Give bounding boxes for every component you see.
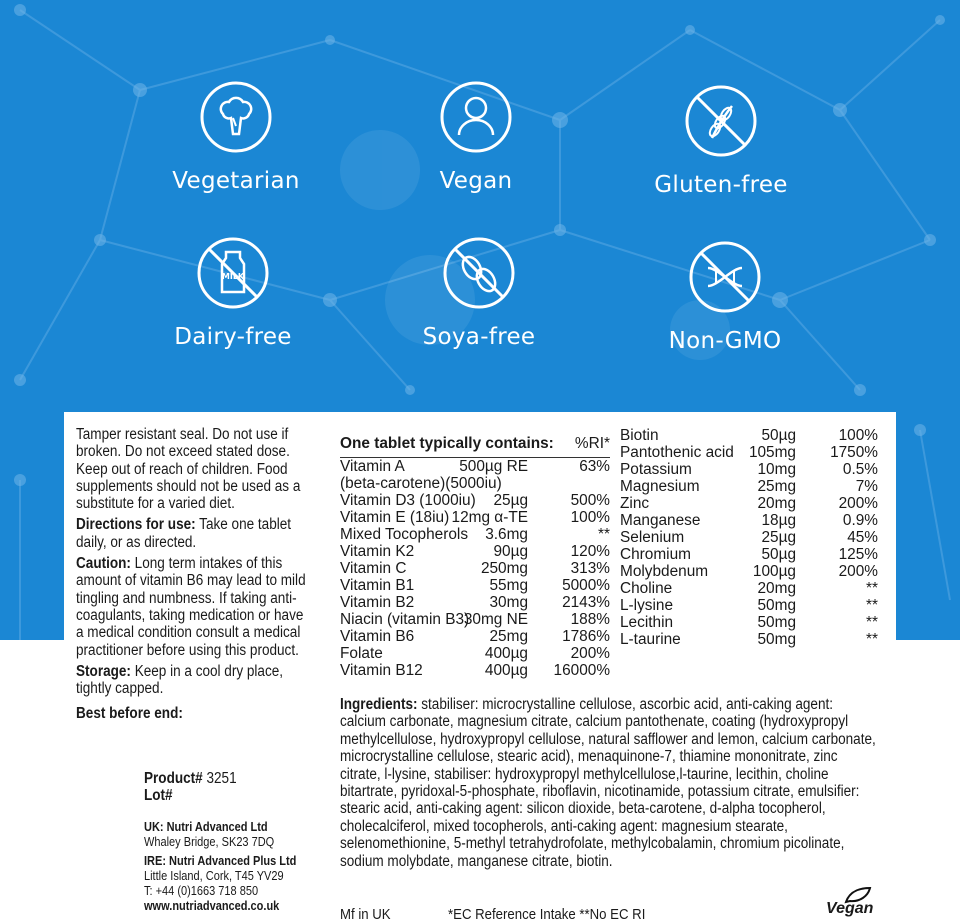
address-block <box>144 820 296 914</box>
label-panel <box>64 412 896 924</box>
lot-label: Lot# <box>144 787 173 805</box>
nutrient-amount: 50µg <box>761 427 796 444</box>
made-in: Mf in UK <box>340 906 391 923</box>
nutrient-ri: 45% <box>847 529 878 546</box>
nutrient-ri: 5000% <box>562 577 610 594</box>
ri-header: %RI* <box>574 435 610 452</box>
ri-footnote: *EC Reference Intake **No EC RI <box>448 906 646 923</box>
badge-vegan <box>376 80 576 194</box>
badge-gluten-free <box>621 84 821 198</box>
best-before-label: Best before end: <box>76 705 183 723</box>
nutrient-row <box>620 427 878 444</box>
nutrient-ri: 188% <box>570 611 610 628</box>
nutrient-row <box>620 529 878 546</box>
nutrient-name: (beta-carotene)(5000iu) <box>340 475 502 492</box>
nutrient-name: Vitamin C <box>340 560 407 577</box>
nutrient-row <box>340 645 610 662</box>
website: www.nutriadvanced.co.uk <box>144 899 280 913</box>
nutrient-ri: 100% <box>570 509 610 526</box>
nutrient-amount: 25mg <box>489 628 528 645</box>
nutrient-row <box>340 594 610 611</box>
ire-address: Little Island, Cork, T45 YV29 <box>144 869 284 883</box>
vegan-mark-text: Vegan <box>826 900 874 917</box>
vegan-mark <box>824 886 888 922</box>
nutrient-ri: 7% <box>855 478 878 495</box>
nutrient-row <box>620 461 878 478</box>
nutrient-name: Manganese <box>620 512 701 529</box>
nutrient-amount: 250mg <box>480 560 528 577</box>
nutrient-row <box>620 563 878 580</box>
nutrient-amount: 100µg <box>752 563 796 580</box>
ire-company: IRE: Nutri Advanced Plus Ltd <box>144 854 297 868</box>
nutrient-ri: 313% <box>570 560 610 577</box>
nutrient-row <box>620 597 878 614</box>
nutrient-name: Vitamin D3 (1000iu) <box>340 492 476 509</box>
broccoli-icon <box>199 80 273 154</box>
badge-label: Dairy-free <box>174 324 292 350</box>
badge-label: Gluten-free <box>654 172 788 198</box>
nutrient-amount: 10mg <box>757 461 796 478</box>
nutrient-ri: 200% <box>838 563 878 580</box>
nutrient-amount: 400µg <box>484 662 528 679</box>
badge-soya-free <box>379 236 579 350</box>
badge-label: Non-GMO <box>668 328 782 354</box>
nutrient-name: Chromium <box>620 546 691 563</box>
badge-dairy-free <box>133 236 333 350</box>
nutrient-ri: 2143% <box>562 594 610 611</box>
nutrient-amount: 18µg <box>761 512 796 529</box>
nutrient-row <box>340 611 610 628</box>
nutrient-row <box>620 614 878 631</box>
nutrient-name: Vitamin B12 <box>340 662 423 679</box>
nutrient-name: Folate <box>340 645 383 662</box>
nutrient-name: Pantothenic acid <box>620 444 734 461</box>
product-number: 3251 <box>206 770 237 787</box>
uk-company: UK: Nutri Advanced Ltd <box>144 820 268 834</box>
nutrient-row <box>340 628 610 645</box>
nutrient-amount: 50mg <box>757 631 796 648</box>
nutrient-row <box>620 631 878 648</box>
nutrient-name: Vitamin B2 <box>340 594 415 611</box>
warning-text: Tamper resistant seal. Do not use if broken. Do not exceed stated dose. Keep out of reach of children. Food supplements should not be used as a substitute for a varied diet. <box>76 426 301 513</box>
caution-label: Caution: <box>76 555 131 573</box>
nutrient-name: Vitamin E (18iu) <box>340 509 450 526</box>
nutrient-row <box>340 526 610 543</box>
nutrient-ri: 16000% <box>553 662 610 679</box>
uk-address: Whaley Bridge, SK23 7DQ <box>144 835 275 849</box>
nutrient-amount: 400µg <box>484 645 528 662</box>
nutrient-amount: 50mg <box>757 614 796 631</box>
nutrient-amount: 30mg NE <box>463 611 528 628</box>
nutrient-ri: 125% <box>838 546 878 563</box>
nutrient-row <box>620 444 878 461</box>
nutrient-ri: 100% <box>838 427 878 444</box>
nutrient-amount: 50mg <box>757 597 796 614</box>
nutrient-amount: 20mg <box>757 495 796 512</box>
badge-label: Vegetarian <box>172 168 300 194</box>
no-dna-icon <box>688 240 762 314</box>
nutrient-amount: 50µg <box>761 546 796 563</box>
nutrient-ri: ** <box>866 597 878 614</box>
directions-section <box>76 516 310 551</box>
nutrient-row <box>340 543 610 560</box>
nutrient-ri: 200% <box>838 495 878 512</box>
directions-label: Directions for use: <box>76 516 196 534</box>
nutrient-row <box>620 495 878 512</box>
nutrient-amount: 25mg <box>757 478 796 495</box>
nutrient-rows-left <box>340 457 610 679</box>
left-column <box>76 426 310 727</box>
nutrient-name: Potassium <box>620 461 692 478</box>
nutrient-ri: ** <box>866 614 878 631</box>
nutrient-row <box>620 546 878 563</box>
nutrient-ri: 63% <box>579 458 610 475</box>
nutrient-amount: 25µg <box>493 492 528 509</box>
nutrient-ri: ** <box>866 580 878 597</box>
nutrient-ri: ** <box>598 526 610 543</box>
nutrient-name: L-taurine <box>620 631 681 648</box>
nutrient-row <box>620 512 878 529</box>
nutrient-name: Vitamin K2 <box>340 543 415 560</box>
nutrient-row <box>620 478 878 495</box>
storage-section <box>76 663 310 698</box>
no-milk-icon <box>196 236 270 310</box>
nutrient-ri: 0.5% <box>842 461 878 478</box>
storage-text: Keep in a cool dry place, tightly capped. <box>76 662 284 698</box>
nutrient-amount: 55mg <box>489 577 528 594</box>
nutrient-ri: 1786% <box>562 628 610 645</box>
nutrient-row <box>340 475 610 492</box>
caution-section <box>76 555 310 659</box>
nutrient-amount: 20mg <box>757 580 796 597</box>
nutrient-row <box>340 509 610 526</box>
nutrient-ri: ** <box>866 631 878 648</box>
nutrient-name: Vitamin B1 <box>340 577 415 594</box>
svg-text:MILK: MILK <box>221 272 245 281</box>
no-soya-icon <box>442 236 516 310</box>
product-block <box>144 770 237 805</box>
person-icon <box>439 80 513 154</box>
nutrient-name: Zinc <box>620 495 650 512</box>
ingredients-label: Ingredients: <box>340 696 418 713</box>
nutrient-row <box>340 492 610 509</box>
nutrient-amount: 3.6mg <box>485 526 528 543</box>
nutrient-amount: 105mg <box>748 444 796 461</box>
nutrient-name: Niacin (vitamin B3) <box>340 611 470 628</box>
nutrient-name: L-lysine <box>620 597 674 614</box>
badge-label: Soya-free <box>422 324 536 350</box>
nutrient-amount: 30mg <box>489 594 528 611</box>
badge-non-gmo <box>625 240 825 354</box>
nutrient-rows-right <box>620 427 878 648</box>
nutrient-name: Mixed Tocopherols <box>340 526 469 543</box>
nutrient-name: Choline <box>620 580 673 597</box>
nutrient-amount: 12mg α-TE <box>451 509 528 526</box>
nutrient-ri: 0.9% <box>842 512 878 529</box>
nutrient-row <box>340 560 610 577</box>
nutrient-ri: 120% <box>570 543 610 560</box>
directions-text: Take one tablet daily, or as directed. <box>76 516 292 551</box>
phone-number: T: +44 (0)1663 718 850 <box>144 884 259 898</box>
no-wheat-icon <box>684 84 758 158</box>
nutrient-row <box>340 577 610 594</box>
storage-label: Storage: <box>76 662 131 680</box>
nutrient-name: Vitamin A <box>340 458 405 475</box>
nutrient-amount: 90µg <box>493 543 528 560</box>
caution-text: Long term intakes of this amount of vitamin B6 may lead to mild tingling and numbness. If taking anti-coagulants, taking medication or have a medical condition consult a medical practitioner before using this product. <box>76 555 306 659</box>
table-header <box>340 435 610 457</box>
badge-vegetarian <box>136 80 336 194</box>
nutrient-name: Magnesium <box>620 478 700 495</box>
ingredients <box>340 696 877 870</box>
nutrient-name: Lecithin <box>620 614 674 631</box>
nutrient-amount: 25µg <box>761 529 796 546</box>
product-label: Product# <box>144 770 203 787</box>
nutrient-ri: 200% <box>570 645 610 662</box>
badge-label: Vegan <box>439 168 513 194</box>
nutrient-row <box>620 580 878 597</box>
table-header-label: One tablet typically contains: <box>340 435 554 452</box>
nutrient-row <box>340 662 610 679</box>
nutrient-name: Molybdenum <box>620 563 709 580</box>
nutrient-amount: 500µg RE <box>459 458 528 475</box>
nutrient-ri: 500% <box>570 492 610 509</box>
nutrient-name: Vitamin B6 <box>340 628 415 645</box>
nutrient-row <box>340 458 610 475</box>
nutrition-table-left <box>340 435 610 679</box>
ingredients-text: stabiliser: microcrystalline cellulose, ascorbic acid, anti-caking agent: calcium carbonate, magnesium citrate, calcium pantothenate, coating (hydroxypropyl methylcellulose, hydroxypropyl cellulose, natural safflower and lemon, calcium carbonate, microcrystalline cellulose, stearic acid), menaquinone-7, thiamine mononitrate, zinc citrate, l-lysine, stabiliser: hydroxypropyl methylcellulose,l-taurine, lecithin, choline bitartrate, pyridoxal-5-phosphate, riboflavin, nicotinamide, potassium citrate, emulsifier: stearic acid, anti-caking agent: silicon dioxide, beta-carotene, d-alpha tocopherol, cholecalciferol, mixed tocopherols, anti-caking agent: magnesium stearate, selenomethionine, 5-methyl tetrahydrofolate, methylcobalamin, chromium picolinate, sodium molybdate, manganese citrate, biotin. <box>340 696 876 870</box>
nutrition-table-right <box>620 427 878 648</box>
nutrient-ri: 1750% <box>830 444 878 461</box>
nutrient-name: Selenium <box>620 529 685 546</box>
nutrient-name: Biotin <box>620 427 659 444</box>
